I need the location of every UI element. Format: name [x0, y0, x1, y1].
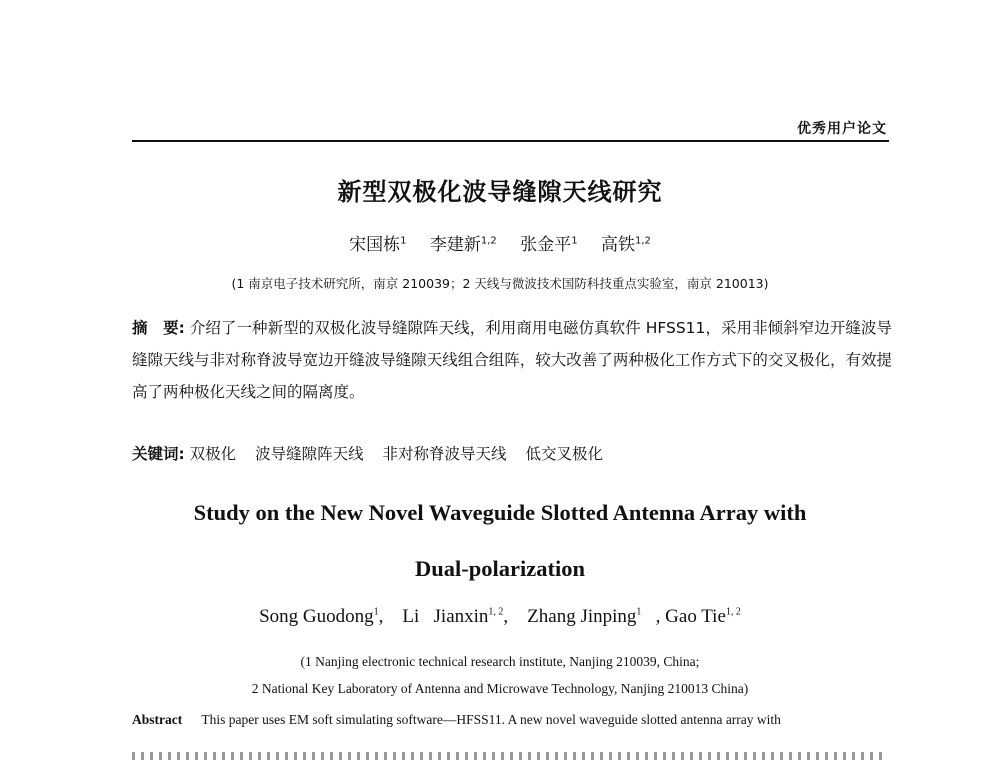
english-affiliation [0, 648, 1000, 702]
english-affiliation-line2: 2 National Key Laboratory of Antenna and Microwave Technology, Nanjing 210013 China) [251, 681, 749, 696]
cn-author: 张金平$^1$ [520, 235, 578, 255]
en-abstract-text: This paper uses EM soft simulating software—HFSS11. A new novel waveguide slotted antenna array with [201, 712, 781, 727]
english-title [0, 485, 1000, 597]
cut-off-text-line [132, 752, 882, 760]
english-title-line2: Dual-polarization [414, 556, 585, 581]
cn-author: 宋国栋$^1$ [349, 235, 407, 255]
en-author: Zhang Jinping$^1$ , [527, 606, 661, 627]
chinese-abstract [132, 312, 892, 408]
english-title-line1: Study on the New Novel Waveguide Slotted Antenna Array with [193, 500, 807, 525]
keyword: 非对称脊波导天线 [382, 445, 507, 463]
en-abstract-label: Abstract [132, 712, 183, 727]
en-author: Song Guodong$^1$, [259, 606, 398, 627]
journal-section-label: 优秀用户论文 [797, 121, 887, 137]
cn-keywords-label: 关键词: [132, 445, 185, 463]
cn-abstract-text: 介绍了一种新型的双极化波导缝隙阵天线，利用商用电磁仿真软件 HFSS11，采用非倾斜窄边开缝波导缝隙天线与非对称脊波导宽边开缝波导缝隙天线组合组阵，较大改善了两种极化工作方式下的交叉极化，有效提高了两种极化天线之间的隔离度。 [132, 319, 892, 401]
chinese-keywords [132, 442, 892, 464]
cn-author: 李建新$^{1,2}$ [429, 235, 497, 255]
en-author: Gao Tie$^{1, 2}$ [665, 606, 741, 627]
en-author: Li Jianxin$^{1, 2}$, [402, 606, 523, 627]
cn-author: 高铁$^{1,2}$ [600, 235, 651, 255]
chinese-title: 新型双极化波导缝隙天线研究 [337, 178, 663, 206]
chinese-affiliation: (1 南京电子技术研究所，南京 210039；2 天线与微波技术国防科技重点实验室，南京 210013) [231, 276, 769, 291]
keyword: 双极化 [189, 445, 237, 463]
chinese-authors [0, 230, 1000, 255]
keyword: 波导缝隙阵天线 [255, 445, 364, 463]
keyword: 低交叉极化 [525, 445, 604, 463]
cn-abstract-label: 摘 要: [132, 319, 185, 337]
english-affiliation-line1: (1 Nanjing electronic technical research institute, Nanjing 210039, China; [300, 654, 700, 669]
header-rule [132, 140, 889, 142]
english-abstract [132, 712, 892, 728]
english-authors [0, 606, 1000, 628]
